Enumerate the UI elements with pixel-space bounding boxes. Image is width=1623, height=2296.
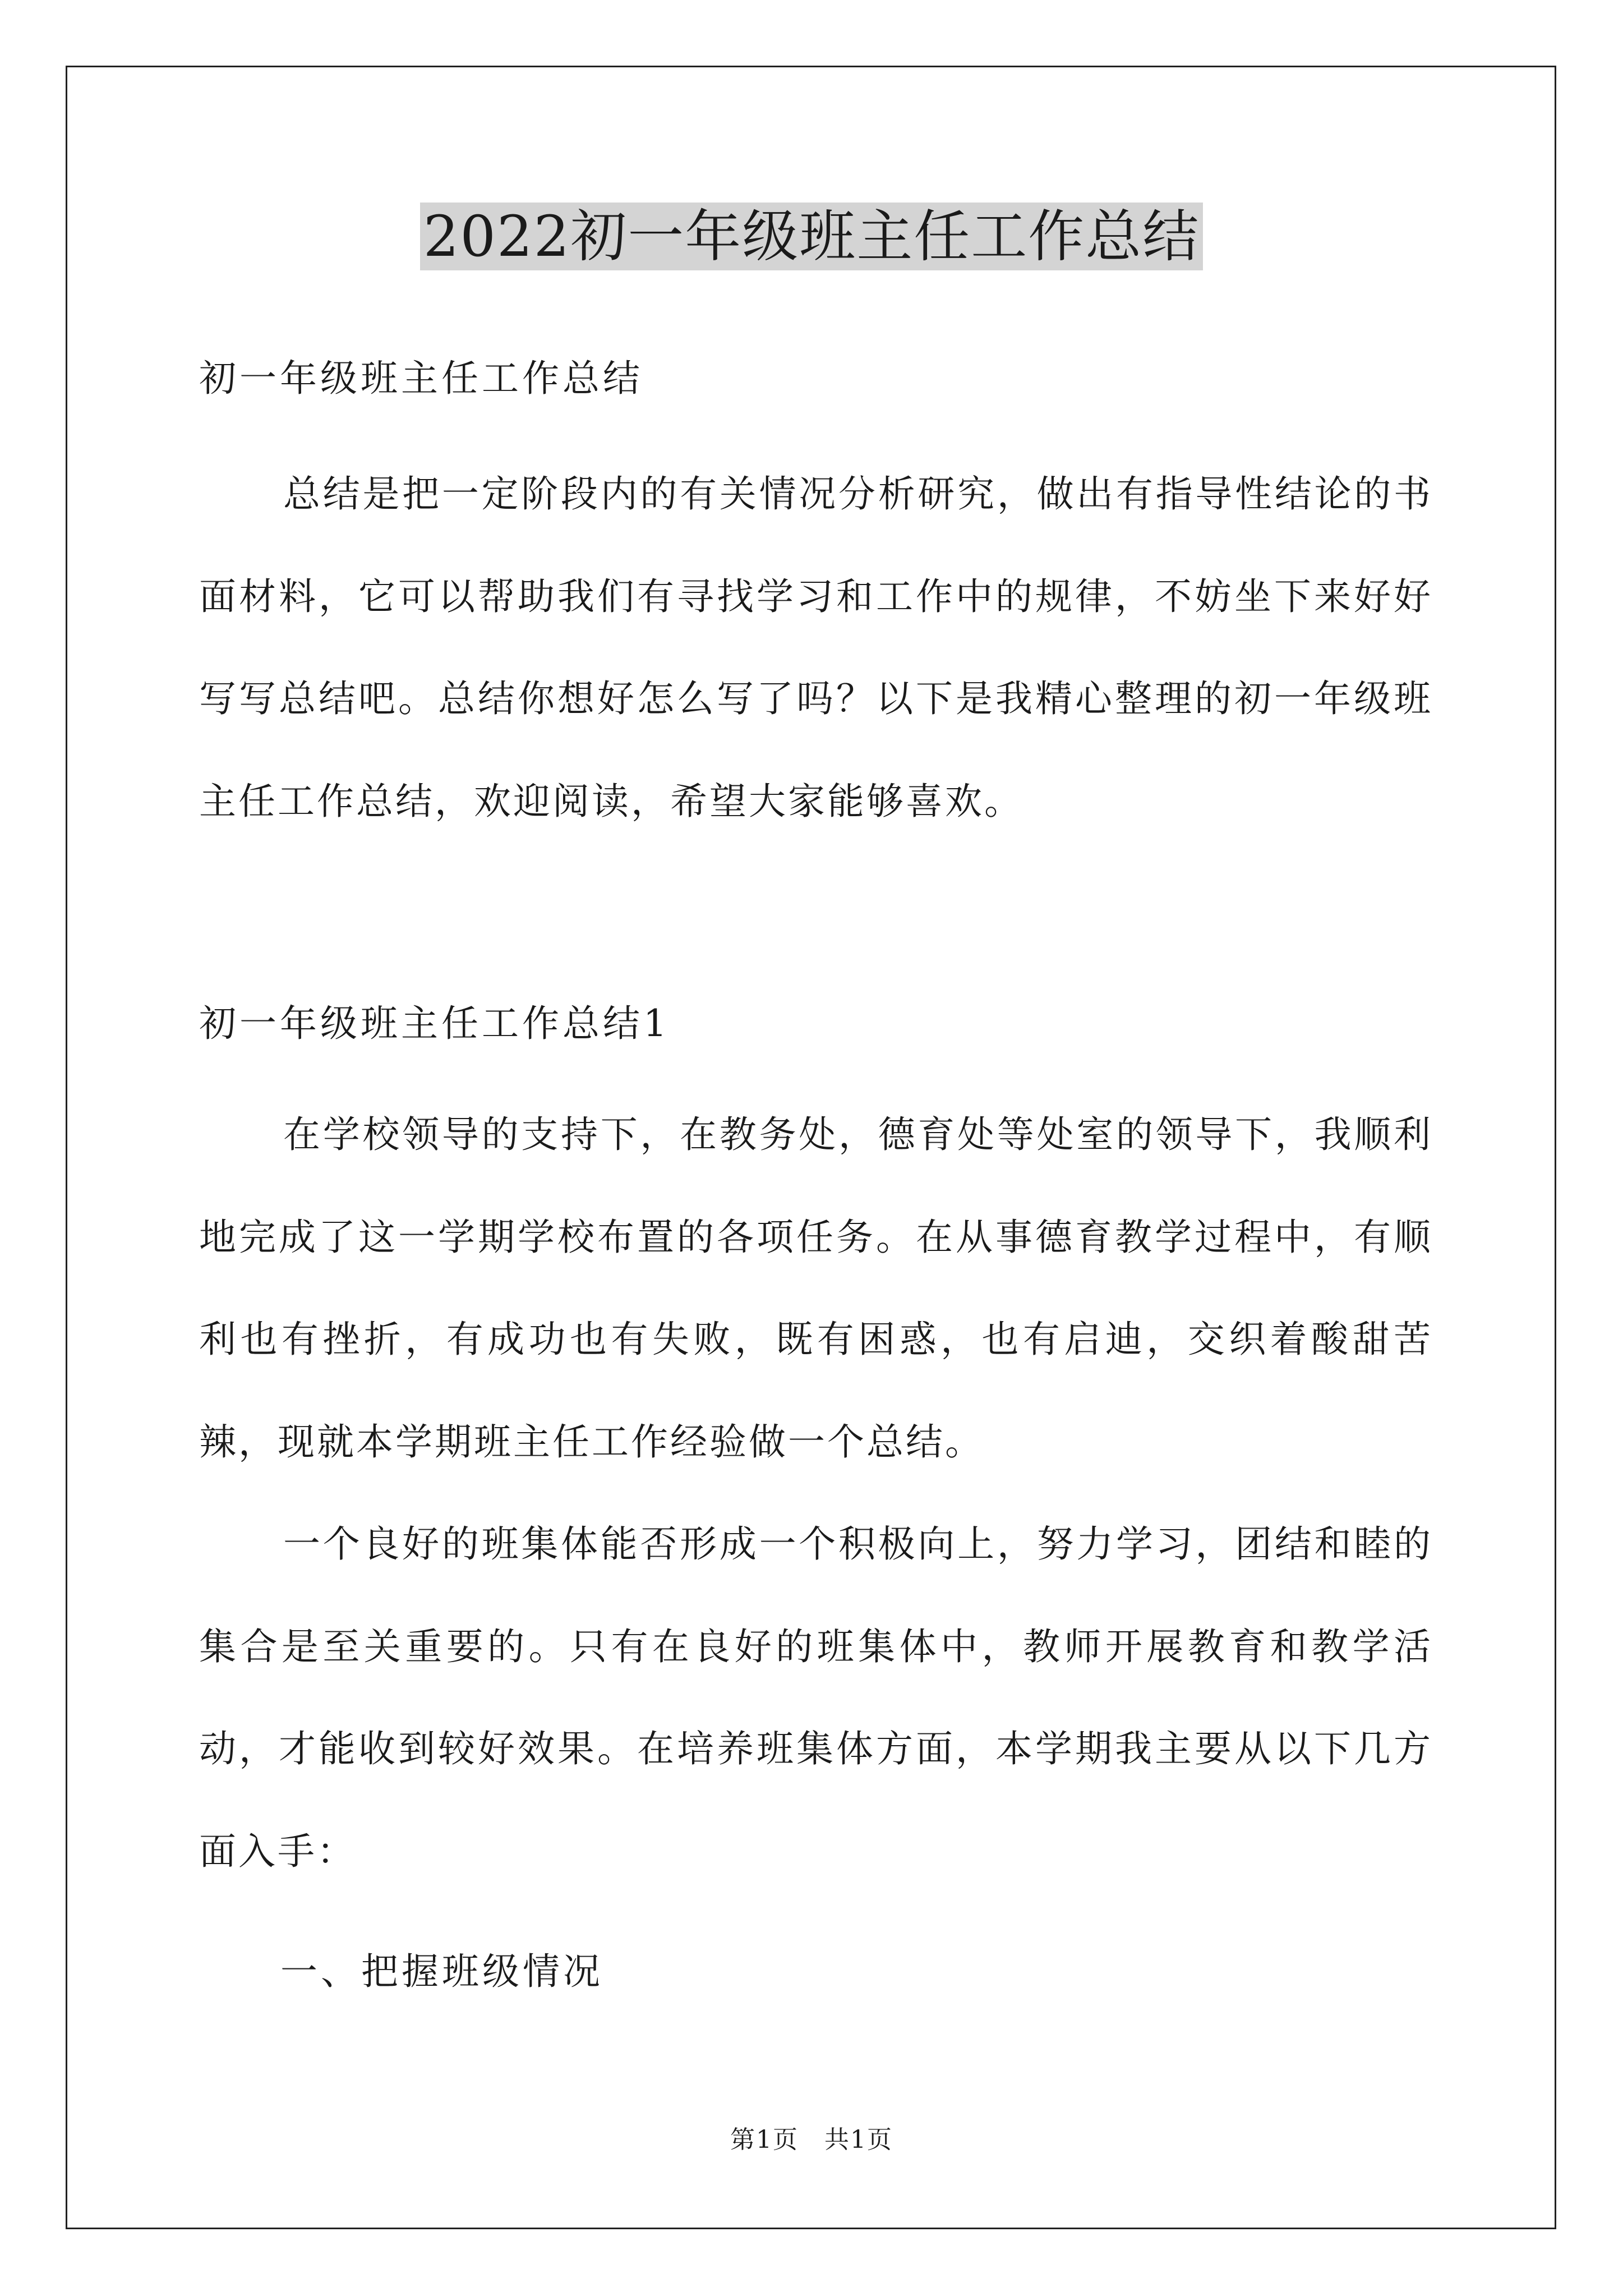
section1-paragraph-1: 在学校领导的支持下，在教务处，德育处等处室的领导下，我顺利地完成了这一学期学校布置的各项任务。在从事德育教学过程中，有顺利也有挫折，有成功也有失败，既有困惑，也有启迪，交织着酸甜苦辣，现就本学期班主任工作经验做一个总结。 bbox=[199, 1113, 1433, 1464]
page-footer: 第1页 共1页 bbox=[730, 2125, 893, 2154]
intro-paragraph: 总结是把一定阶段内的有关情况分析研究，做出有指导性结论的书面材料，它可以帮助我们有寻找学习和工作中的规律，不妨坐下来好好写写总结吧。总结你想好怎么写了吗？以下是我精心整理的初一年级班主任工作总结，欢迎阅读，希望大家能够喜欢。 bbox=[199, 472, 1433, 823]
section1-paragraph-2: 一个良好的班集体能否形成一个积极向上，努力学习，团结和睦的集合是至关重要的。只有在良好的班集体中，教师开展教育和教学活动，才能收到较好效果。在培养班集体方面，本学期我主要从以下几方面入手： bbox=[199, 1522, 1433, 1873]
document-title bbox=[0, 197, 1623, 276]
document-title-text: 2022初一年级班主任工作总结 bbox=[420, 203, 1204, 270]
item-heading-1: 一、把握班级情况 bbox=[280, 1950, 603, 1993]
section-heading-1: 初一年级班主任工作总结1 bbox=[199, 1002, 670, 1045]
document-subtitle: 初一年级班主任工作总结 bbox=[199, 357, 643, 400]
